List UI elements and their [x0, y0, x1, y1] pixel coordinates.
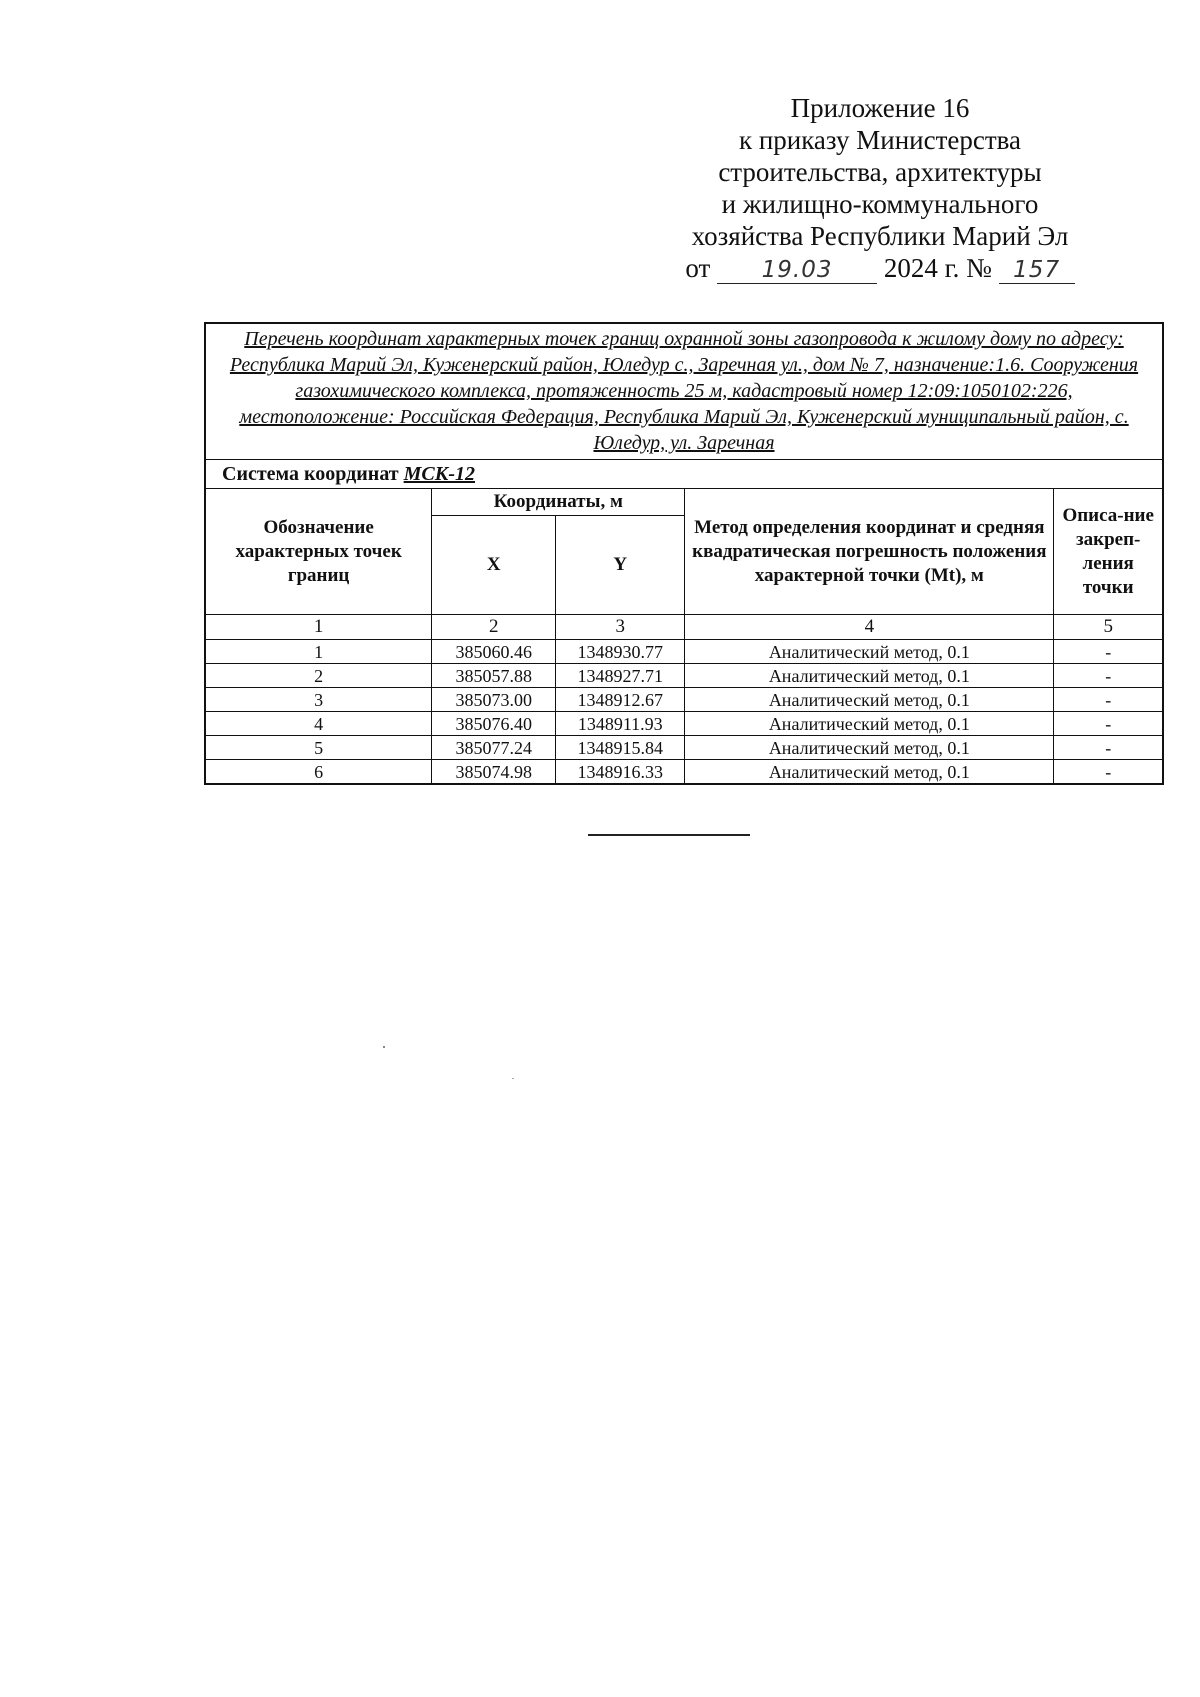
cell-description: -: [1054, 760, 1163, 785]
cell-x: 385077.24: [432, 736, 556, 760]
end-divider: [588, 834, 750, 836]
appendix-republic-line: хозяйства Республики Марий Эл: [691, 221, 1069, 251]
cell-y: 1348930.77: [556, 640, 685, 664]
cell-description: -: [1054, 688, 1163, 712]
handwritten-date: 19.03: [717, 257, 877, 284]
date-prefix: от: [685, 253, 711, 283]
cell-y: 1348912.67: [556, 688, 685, 712]
column-numbers-row: [205, 615, 1163, 640]
coordinate-system-label: Система координат: [222, 462, 399, 485]
header-method: Метод определения координат и средняя квадратическая погрешность положения характерной точки (Mt), м: [685, 489, 1054, 615]
cell-y: 1348911.93: [556, 712, 685, 736]
coordinate-system: [205, 460, 1163, 489]
column-number: 1: [205, 615, 432, 640]
header-point: Обозначение характерных точек границ: [205, 489, 432, 615]
header-coords: Координаты, м: [432, 489, 685, 516]
cell-x: 385074.98: [432, 760, 556, 785]
column-number: 4: [685, 615, 1054, 640]
cell-description: -: [1054, 664, 1163, 688]
table-title-row: [205, 323, 1163, 460]
order-date-line: [660, 252, 1100, 284]
coordinate-system-row: [205, 460, 1163, 489]
column-number: 5: [1054, 615, 1163, 640]
cell-y: 1348915.84: [556, 736, 685, 760]
cell-point: 5: [205, 736, 432, 760]
appendix-ministry-line: строительства, архитектуры: [718, 157, 1042, 187]
cell-x: 385057.88: [432, 664, 556, 688]
scan-speck: [383, 1046, 385, 1048]
header-x: X: [432, 516, 556, 615]
table-title: Перечень координат характерных точек границ охранной зоны газопровода к жилому дому по адресу: Республика Марий Эл, Куженерский район, Юледур с., Заречная ул., дом № 7, назначение:1.6. Сооружения газохимического комплекса, протяженность 25 м, кадастровый номер 12:09:1050102:226, местоположение: Российская Федерация, Республика Марий Эл, Куженерский муниципальный район, с. Юледур, ул. Заречная: [205, 323, 1163, 460]
cell-method: Аналитический метод, 0.1: [685, 712, 1054, 736]
column-number: 3: [556, 615, 685, 640]
header-y: Y: [556, 516, 685, 615]
cell-point: 6: [205, 760, 432, 785]
table-row: [205, 640, 1163, 664]
table-row: [205, 736, 1163, 760]
cell-method: Аналитический метод, 0.1: [685, 640, 1054, 664]
header-row: [205, 489, 1163, 516]
table-row: [205, 664, 1163, 688]
cell-point: 2: [205, 664, 432, 688]
table-row: [205, 712, 1163, 736]
year-number-label: 2024 г. №: [883, 253, 992, 283]
scan-speck: [512, 1078, 514, 1079]
cell-method: Аналитический метод, 0.1: [685, 760, 1054, 785]
table-row: [205, 760, 1163, 785]
table-row: [205, 688, 1163, 712]
cell-y: 1348927.71: [556, 664, 685, 688]
cell-x: 385073.00: [432, 688, 556, 712]
cell-method: Аналитический метод, 0.1: [685, 688, 1054, 712]
cell-method: Аналитический метод, 0.1: [685, 736, 1054, 760]
appendix-header: [660, 92, 1100, 284]
appendix-order-line: к приказу Министерства: [738, 125, 1022, 155]
cell-description: -: [1054, 736, 1163, 760]
appendix-title: Приложение 16: [790, 93, 970, 123]
cell-method: Аналитический метод, 0.1: [685, 664, 1054, 688]
column-number: 2: [432, 615, 556, 640]
coordinates-table: [204, 322, 1164, 785]
handwritten-order-number: 157: [999, 257, 1075, 284]
cell-x: 385076.40: [432, 712, 556, 736]
cell-y: 1348916.33: [556, 760, 685, 785]
cell-x: 385060.46: [432, 640, 556, 664]
cell-description: -: [1054, 640, 1163, 664]
cell-description: -: [1054, 712, 1163, 736]
cell-point: 1: [205, 640, 432, 664]
appendix-ministry-line-2: и жилищно-коммунального: [721, 189, 1039, 219]
cell-point: 3: [205, 688, 432, 712]
cell-point: 4: [205, 712, 432, 736]
header-description: Описа-ние закреп-ления точки: [1054, 489, 1163, 615]
coordinate-system-value: МСК-12: [403, 462, 475, 485]
